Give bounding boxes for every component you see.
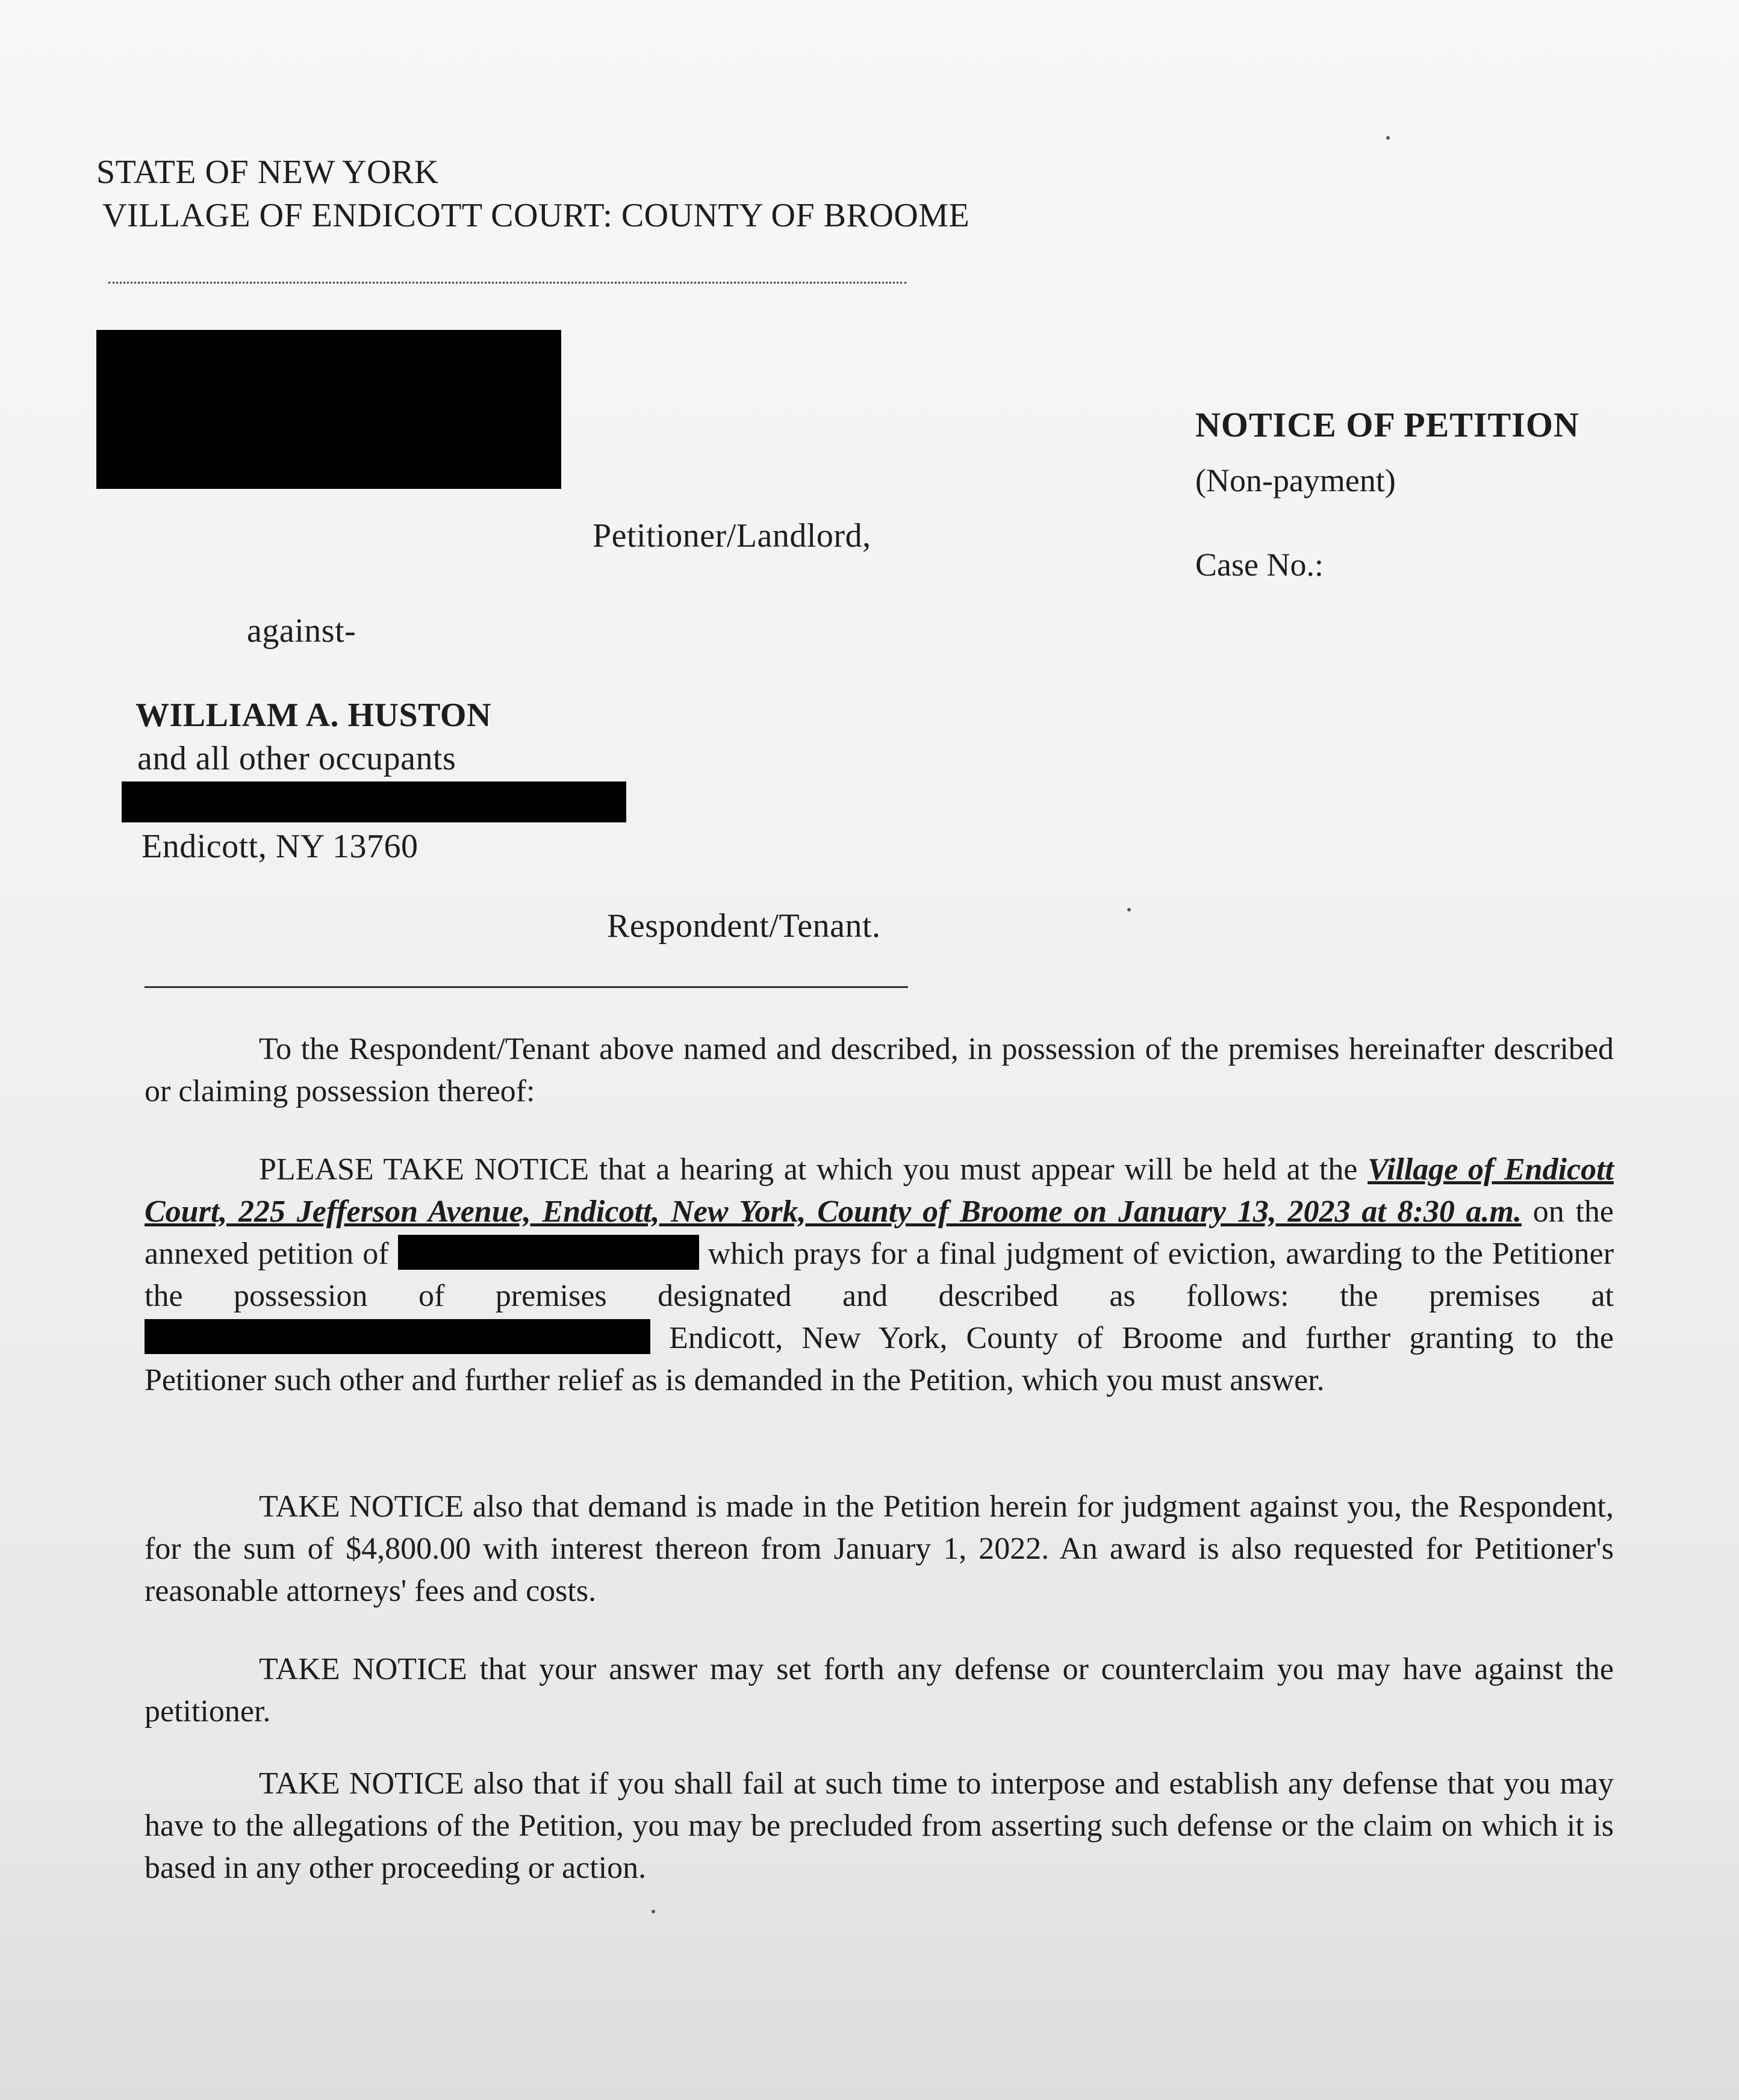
paragraph-hearing bbox=[145, 1149, 1614, 1402]
scan-speck bbox=[652, 1910, 655, 1913]
premises-address-redaction bbox=[145, 1319, 650, 1354]
paragraph-judgment-demand bbox=[145, 1486, 1614, 1612]
hearing-location: Village of Endicott Court, 225 Jefferson Avenue, Endicott, New York, County of Broome on January 13, 2023 at 8:30 a.m. bbox=[145, 1152, 1614, 1229]
paragraph-judgment-demand-text: TAKE NOTICE also that demand is made in the Petition herein for judgment against you, the Respondent, for the sum of $4,800.00 with interest thereon from January 1, 2022. An award is also requested for Petitioner's reasonable attorneys' fees and costs. bbox=[145, 1490, 1614, 1608]
paragraph-address-text: To the Respondent/Tenant above named and described, in possession of the premises hereinafter described or claiming possession thereof: bbox=[145, 1032, 1614, 1108]
paragraph-failure-to-defend bbox=[145, 1763, 1614, 1889]
scan-speck bbox=[1386, 136, 1390, 140]
respondent-role: Respondent/Tenant. bbox=[607, 907, 881, 945]
respondent-name: WILLIAM A. HUSTON bbox=[135, 697, 491, 734]
paragraph-hearing-part-c: Endicott, New York, County of Broome and further granting to the Petitioner such other and further relief as is demanded in the Petition, which you must answer. bbox=[145, 1321, 1614, 1397]
against-label: against- bbox=[247, 612, 356, 650]
notice-title-block bbox=[1195, 405, 1579, 583]
paragraph-hearing-part-b: which prays for a final judgment of eviction, awarding to the Petitioner the possession of premises designated and described as follows: the premises at bbox=[145, 1237, 1614, 1313]
caption-bottom-rule bbox=[145, 986, 908, 988]
paragraph-answer-text: TAKE NOTICE that your answer may set forth any defense or counterclaim you may have against the petitioner. bbox=[145, 1652, 1614, 1729]
case-number-label: Case No.: bbox=[1195, 547, 1324, 583]
paragraph-address bbox=[145, 1028, 1614, 1113]
paragraph-answer bbox=[145, 1648, 1614, 1733]
respondent-city-line: Endicott, NY 13760 bbox=[142, 828, 418, 865]
respondent-others: and all other occupants bbox=[137, 740, 456, 777]
scan-speck bbox=[1127, 908, 1131, 912]
paragraph-hearing-lead: PLEASE TAKE NOTICE that a hearing at which you must appear will be held at the bbox=[259, 1152, 1358, 1187]
petitioner-name-redaction bbox=[96, 330, 561, 489]
court-venue: VILLAGE OF ENDICOTT COURT: COUNTY OF BROOME bbox=[102, 197, 970, 234]
notice-subtitle: (Non-payment) bbox=[1195, 462, 1396, 499]
petitioner-role: Petitioner/Landlord, bbox=[593, 517, 871, 555]
notice-title: NOTICE OF PETITION bbox=[1195, 405, 1579, 444]
court-state: STATE OF NEW YORK bbox=[96, 154, 439, 191]
respondent-address-redaction bbox=[122, 781, 626, 822]
petitioner-name-inline-redaction bbox=[398, 1235, 699, 1270]
paragraph-hearing-part-a: on the annexed petition of bbox=[145, 1194, 1614, 1271]
paragraph-failure-to-defend-text: TAKE NOTICE also that if you shall fail at such time to interpose and establish any defense that you may have to the allegations of the Petition, you may be precluded from asserting such defense or the claim on which it is based in any other proceeding or action. bbox=[145, 1766, 1614, 1885]
caption-top-rule bbox=[108, 282, 906, 284]
